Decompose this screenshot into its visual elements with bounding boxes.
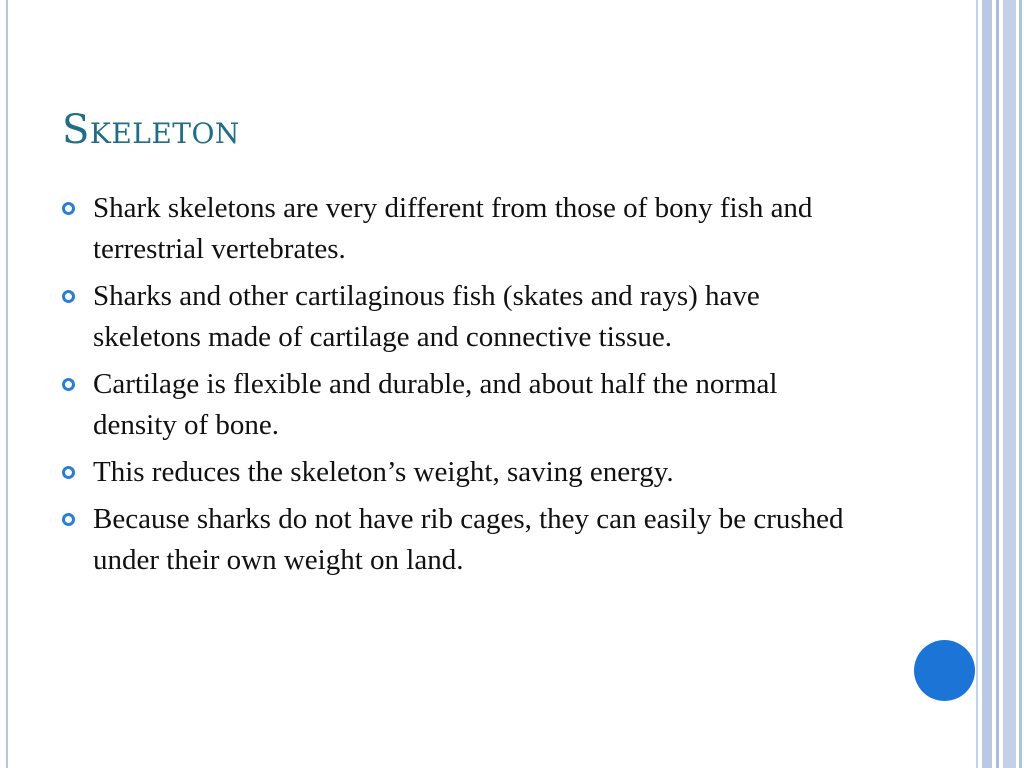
bullet-list (62, 188, 862, 587)
bullet-item (62, 364, 862, 446)
bullet-text: This reduces the skeleton’s weight, saving energy. (93, 456, 674, 488)
bullet-item (62, 499, 862, 581)
stripe (996, 0, 999, 768)
bullet-item (62, 276, 862, 358)
bullet-circle-icon (62, 466, 75, 479)
bullet-text: Sharks and other cartilaginous fish (skates and rays) have skeletons made of cartilage and connective tissue. (93, 280, 760, 353)
bullet-text: Cartilage is flexible and durable, and about half the normal density of bone. (93, 368, 778, 441)
bullet-circle-icon (62, 513, 75, 526)
bullet-circle-icon (62, 202, 75, 215)
left-border-line (6, 0, 8, 768)
stripe (982, 0, 992, 768)
bullet-text: Because sharks do not have rib cages, they can easily be crushed under their own weight on land. (93, 503, 844, 576)
stripe (976, 0, 978, 768)
bullet-text: Shark skeletons are very different from those of bony fish and terrestrial vertebrates. (93, 192, 813, 265)
right-decorative-stripes (976, 0, 1024, 768)
decorative-blue-circle (914, 640, 975, 701)
bullet-circle-icon (62, 290, 75, 303)
stripe (1003, 0, 1016, 768)
bullet-item (62, 452, 862, 493)
stripe (1019, 0, 1022, 768)
bullet-item (62, 188, 862, 270)
slide-title: Skeleton (62, 107, 240, 153)
bullet-circle-icon (62, 378, 75, 391)
